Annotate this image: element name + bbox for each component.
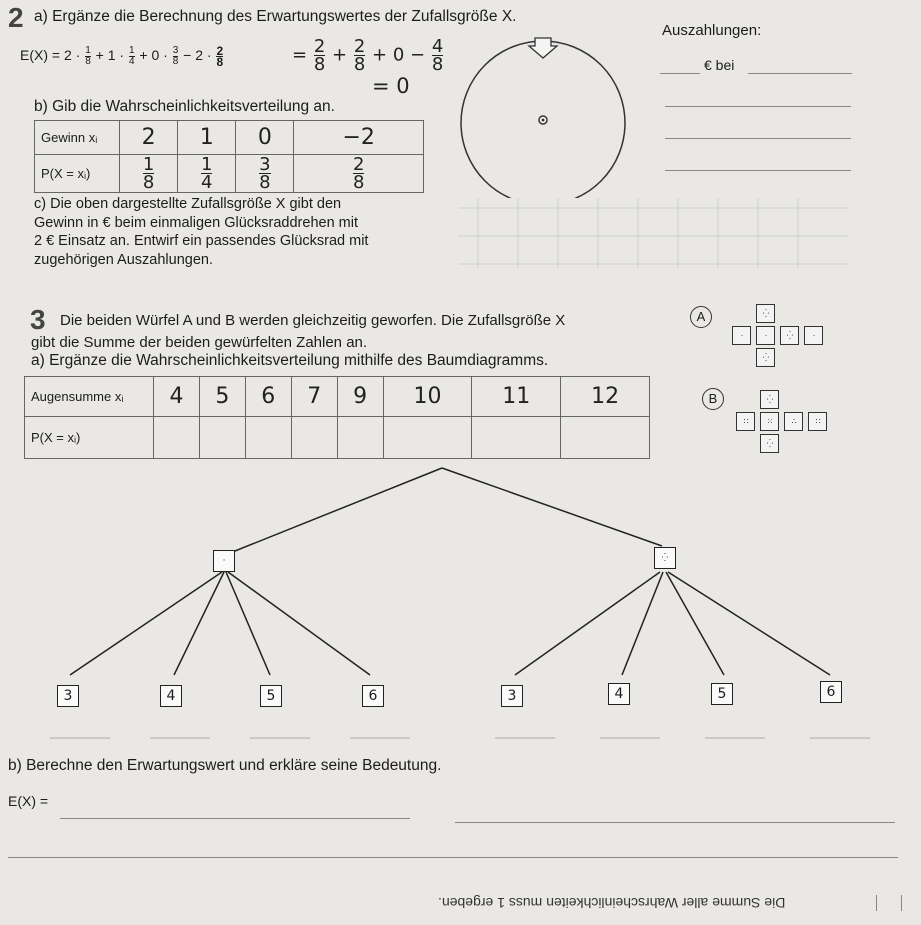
auszahlungen-title: Auszahlungen: (662, 22, 762, 39)
die-face: ⁙ (760, 412, 779, 431)
die-face: ⁛ (756, 304, 775, 323)
task2-a-prompt: a) Ergänze die Berechnung des Erwartungswertes der Zufallsgröße X. (34, 8, 517, 25)
gain-cell[interactable]: 2 (120, 121, 178, 155)
prob-cell[interactable] (245, 417, 291, 459)
mirrored-footer-text: Die Summe aller Wahrscheinlichkeiten muss 1 ergeben. (438, 895, 786, 911)
die-b-label: B (702, 388, 724, 410)
die-a-label: A (690, 306, 712, 328)
gain-cell[interactable]: 1 (178, 121, 236, 155)
prompt-line: Gewinn in € beim einmaligen Glücksraddrehen mit (34, 214, 358, 231)
die-face: ⁛ (760, 434, 779, 453)
hand-text: + 0 (372, 44, 405, 66)
gain-cell[interactable]: 0 (236, 121, 294, 155)
expectation-formula (20, 46, 224, 67)
sum-cell[interactable]: 10 (383, 377, 472, 417)
faint-grid (458, 198, 848, 270)
prob-cell[interactable] (561, 417, 650, 459)
die-face: · (804, 326, 823, 345)
tree-leaf: 6 (820, 681, 842, 703)
payout-line[interactable] (665, 106, 851, 107)
task2-number: 2 (8, 2, 24, 33)
tree-leaf: 5 (260, 685, 282, 707)
die-face: ∴ (784, 412, 803, 431)
prob-cell[interactable] (337, 417, 383, 459)
hand-text: = (292, 44, 308, 66)
formula-term: + 1 · (95, 47, 125, 64)
prompt-line: zugehörigen Auszahlungen. (34, 251, 213, 268)
fraction: $\frac{1}{8}$ (85, 45, 91, 67)
tree-branch (668, 572, 830, 675)
prompt-line: 2 € Einsatz an. Entwirf ein passendes Glücksrad mit (34, 233, 369, 249)
handwritten-calculation (292, 38, 444, 73)
sum-cell[interactable]: 4 (154, 377, 200, 417)
ex-label: E(X) = (8, 793, 49, 809)
prob-cell[interactable]: $\frac{1}{8}$ (120, 155, 178, 193)
row-label-gain: Gewinn xᵢ (35, 121, 120, 155)
task2-c-prompt (34, 195, 368, 269)
fraction: $\frac{3}{8}$ (172, 45, 179, 67)
tree-leaf: 4 (608, 683, 630, 705)
fraction: $\frac{1}{4}$ (128, 45, 135, 67)
distribution-table-3 (24, 376, 650, 459)
payout-line[interactable] (665, 138, 851, 139)
tree-node-die-b: ⁛ (654, 547, 676, 569)
hand-result: = 0 (372, 74, 410, 98)
gain-cell[interactable]: −2 (294, 121, 424, 155)
sum-cell[interactable]: 9 (337, 377, 383, 417)
prob-cell[interactable] (291, 417, 337, 459)
tree-leaf: 5 (711, 683, 733, 705)
row-label-prob: P(X = xᵢ) (35, 155, 120, 193)
task3-prompt-line1: Die beiden Würfel A und B werden gleichzeitig geworfen. Die Zufallsgröße X (60, 312, 566, 329)
answer-line[interactable] (8, 857, 898, 858)
prob-cell[interactable]: $\frac{2}{8}$ (294, 155, 424, 193)
tree-branch (226, 572, 270, 675)
formula-term: + 0 · (139, 47, 168, 64)
hand-fraction: $\frac{4}{8}$ (431, 36, 444, 75)
wheel-of-fortune (455, 28, 655, 198)
sum-cell[interactable]: 12 (561, 377, 650, 417)
tree-leaf: 3 (501, 685, 523, 707)
row-label-prob: P(X = xᵢ) (25, 417, 154, 459)
task3-number: 3 (30, 304, 46, 335)
sum-cell[interactable]: 7 (291, 377, 337, 417)
sum-cell[interactable]: 11 (472, 377, 561, 417)
hand-fraction: $\frac{2}{8}$ (313, 36, 326, 75)
die-face: ∷ (736, 412, 755, 431)
tree-branch (515, 572, 660, 675)
die-face: ⁛ (760, 390, 779, 409)
formula-term: − 2 · (183, 47, 212, 64)
tree-leaf: 4 (160, 685, 182, 707)
row-label-sum: Augensumme xᵢ (25, 377, 154, 417)
die-face: ⁛ (756, 348, 775, 367)
task2-b-prompt: b) Gib die Wahrscheinlichkeitsverteilung an. (34, 98, 335, 115)
payout-blank[interactable] (660, 73, 700, 74)
tree-node-die-a: · (213, 550, 235, 572)
die-face: ⁛ (780, 326, 799, 345)
hand-text: − (410, 44, 426, 66)
tree-branch (228, 572, 370, 675)
prob-cell[interactable] (154, 417, 200, 459)
tree-branch (225, 468, 442, 555)
payout-line[interactable] (665, 170, 851, 171)
prob-cell[interactable]: $\frac{3}{8}$ (236, 155, 294, 193)
die-face: · (756, 326, 775, 345)
task3-prompt-line2: gibt die Summe der beiden gewürfelten Zahlen an. (31, 334, 368, 351)
sum-cell[interactable]: 6 (245, 377, 291, 417)
tree-leaf: 6 (362, 685, 384, 707)
answer-line[interactable] (455, 822, 895, 823)
answer-line[interactable] (60, 818, 410, 819)
prob-cell[interactable] (199, 417, 245, 459)
footer-bracket (876, 895, 902, 911)
hand-text: + (332, 44, 348, 66)
prob-cell[interactable]: $\frac{1}{4}$ (178, 155, 236, 193)
die-face: ∷ (808, 412, 827, 431)
hand-fraction: $\frac{2}{8}$ (353, 36, 366, 75)
prob-cell[interactable] (472, 417, 561, 459)
distribution-table-2 (34, 120, 424, 193)
fraction: $\frac{2}{8}$ (216, 44, 224, 69)
tree-branch (442, 468, 662, 546)
payout-row-label: € bei (704, 57, 735, 73)
die-face: · (732, 326, 751, 345)
payout-blank[interactable] (748, 73, 852, 74)
tree-branch (666, 572, 724, 675)
task3-a-prompt: a) Ergänze die Wahrscheinlichkeitsverteilung mithilfe des Baumdiagramms. (31, 352, 549, 369)
sum-cell[interactable]: 5 (199, 377, 245, 417)
formula-start: E(X) = 2 · (20, 47, 81, 64)
tree-branch (622, 572, 663, 675)
tree-leaf: 3 (57, 685, 79, 707)
task3-b-prompt: b) Berechne den Erwartungswert und erkläre seine Bedeutung. (8, 757, 442, 774)
prompt-line: c) Die oben dargestellte Zufallsgröße X gibt den (34, 196, 342, 212)
prob-cell[interactable] (383, 417, 472, 459)
